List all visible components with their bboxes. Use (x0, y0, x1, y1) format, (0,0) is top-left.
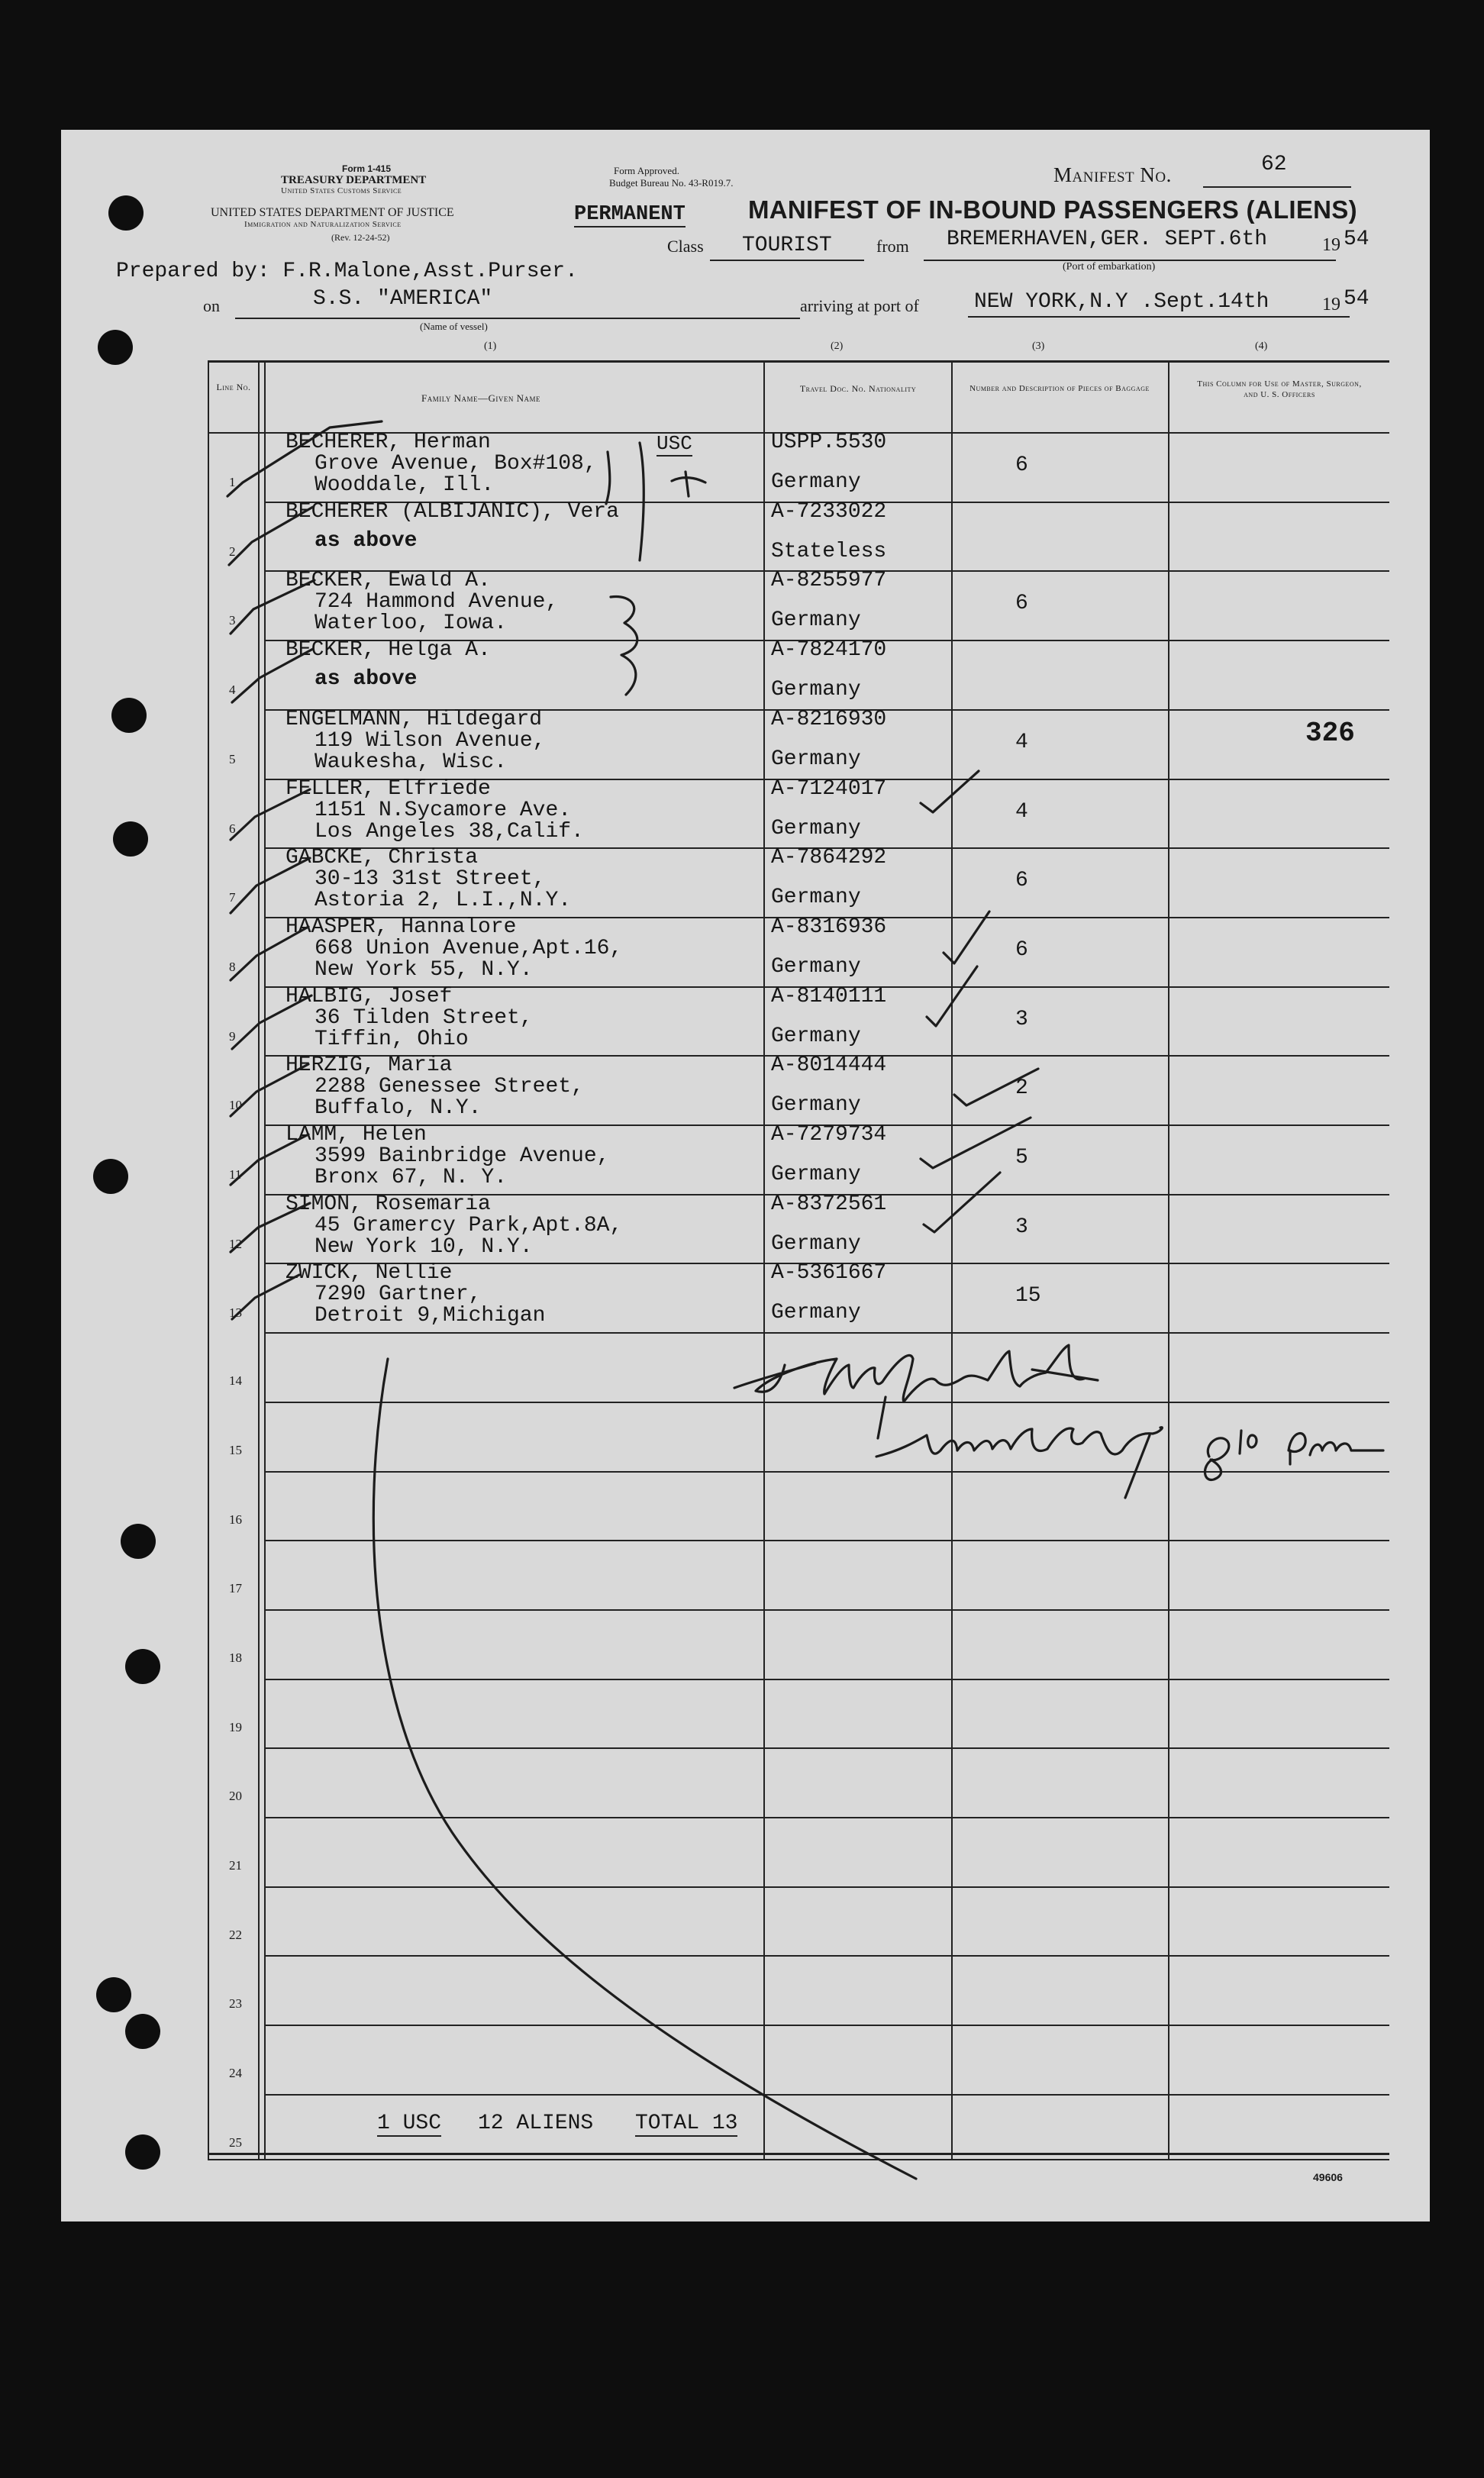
line-number: 1 (229, 475, 236, 489)
line-number: 6 (229, 821, 236, 836)
col-num-2: (2) (831, 340, 844, 352)
header-line-no: Line No. (216, 382, 251, 392)
line-number: 25 (229, 2135, 242, 2150)
punch-hole (93, 1159, 128, 1194)
vessel-caption: (Name of vessel) (420, 321, 488, 332)
treasury-department: TREASURY DEPARTMENT (281, 174, 427, 186)
line-number: 19 (229, 1720, 242, 1734)
passenger-address-line2: New York 10, N.Y. (315, 1235, 533, 1259)
baggage-count: 15 (1015, 1284, 1041, 1308)
passenger-name: LAMM, Helen (286, 1123, 427, 1147)
passenger-address-line1: 7290 Gartner, (315, 1283, 482, 1306)
punch-hole (125, 1649, 160, 1684)
nationality: Germany (771, 678, 861, 702)
baggage-count: 6 (1015, 453, 1028, 477)
line-number: 14 (229, 1373, 242, 1388)
nationality: Germany (771, 1024, 861, 1048)
travel-doc-number: A-7864292 (771, 846, 887, 870)
punch-hole (113, 821, 148, 857)
total-usc: 1 USC (377, 2112, 442, 2135)
form-number: Form 1-415 (342, 163, 392, 174)
embarkation-year-prefix: 19 (1322, 235, 1340, 255)
form-footer-number: 49606 (1313, 2171, 1343, 2183)
nationality: Germany (771, 470, 861, 494)
nationality: Germany (771, 1093, 861, 1117)
page-title: MANIFEST OF IN-BOUND PASSENGERS (ALIENS) (748, 195, 1357, 224)
passenger-address-line1: 36 Tilden Street, (315, 1006, 533, 1030)
on-label: on (203, 296, 220, 315)
manifest-number: 62 (1261, 153, 1287, 176)
punch-hole (125, 2134, 160, 2170)
line-number: 9 (229, 1029, 236, 1044)
line-number: 3 (229, 613, 236, 628)
punch-hole (121, 1524, 156, 1559)
header-name: Family Name—Given Name (421, 392, 540, 404)
nationality: Stateless (771, 540, 887, 563)
line-number: 23 (229, 1996, 242, 2011)
nationality: Germany (771, 1301, 861, 1325)
nationality: Germany (771, 817, 861, 841)
passenger-address-line2: Buffalo, N.Y. (315, 1096, 482, 1120)
passenger-address-line2: Tiffin, Ohio (315, 1028, 469, 1051)
travel-doc-number: A-8216930 (771, 708, 887, 731)
passenger-address-line1: 2288 Genessee Street, (315, 1075, 584, 1099)
punch-hole (108, 195, 144, 231)
line-number: 22 (229, 1928, 242, 1942)
total-aliens: 12 ALIENS (478, 2112, 594, 2135)
passenger-address-line2: Astoria 2, L.I.,N.Y. (315, 889, 572, 912)
passenger-name: ENGELMANN, Hildegard (286, 708, 543, 731)
line-number: 12 (229, 1237, 242, 1251)
travel-doc-number: A-8316936 (771, 915, 887, 939)
manifest-number-label: Manifest No. (1053, 163, 1172, 186)
passenger-name: BECHERER (ALBIJANIC), Vera (286, 500, 619, 524)
passenger-address-line2: Waterloo, Iowa. (315, 611, 508, 635)
baggage-count: 6 (1015, 938, 1028, 962)
passenger-address-line1: 30-13 31st Street, (315, 867, 546, 891)
header-baggage: Number and Description of Pieces of Baggage (969, 384, 1150, 393)
passenger-address-line2: Detroit 9,Michigan (315, 1304, 546, 1328)
form-approved: Form Approved. (614, 165, 679, 176)
nationality: Germany (771, 608, 861, 632)
line-number: 18 (229, 1650, 242, 1665)
passenger-address-line2: Waukesha, Wisc. (315, 750, 508, 774)
baggage-count: 3 (1015, 1215, 1028, 1239)
from-label: from (876, 237, 909, 256)
line-number: 7 (229, 890, 236, 905)
line-number: 24 (229, 2066, 242, 2080)
travel-doc-number: A-7124017 (771, 777, 887, 801)
arrival-year-prefix: 19 (1322, 295, 1340, 315)
nationality: Germany (771, 886, 861, 909)
manifest-sheet (61, 130, 1430, 2221)
permanent-stamp: PERMANENT (574, 203, 686, 226)
usc-annotation: USC (657, 432, 692, 455)
punch-hole (96, 1977, 131, 2012)
passenger-name: FELLER, Elfriede (286, 777, 491, 801)
passenger-address-line2: New York 55, N.Y. (315, 958, 533, 982)
punch-hole (111, 698, 147, 733)
passenger-address-line1: 1151 N.Sycamore Ave. (315, 799, 572, 822)
nationality: Germany (771, 1232, 861, 1256)
line-number: 5 (229, 752, 236, 766)
arriving-label: arriving at port of (800, 296, 919, 315)
line-number: 20 (229, 1789, 242, 1803)
nationality: Germany (771, 955, 861, 979)
passenger-address-line1: Grove Avenue, Box#108, (315, 452, 597, 476)
passenger-name: BECKER, Helga A. (286, 638, 491, 662)
travel-doc-number: A-8014444 (771, 1053, 887, 1077)
passenger-address-line1: 119 Wilson Avenue, (315, 729, 546, 753)
form-revision: (Rev. 12-24-52) (331, 232, 390, 243)
line-number: 4 (229, 682, 236, 697)
class-value: TOURIST (742, 234, 832, 257)
travel-doc-number: USPP.5530 (771, 431, 887, 454)
line-number: 11 (229, 1167, 242, 1182)
passenger-address-line1: as above (315, 667, 418, 691)
col-num-4: (4) (1255, 340, 1268, 352)
baggage-count: 4 (1015, 731, 1028, 754)
arrival-year: 54 (1344, 287, 1369, 311)
travel-doc-number: A-8372561 (771, 1192, 887, 1216)
embarkation-port: BREMERHAVEN,GER. SEPT.6th (947, 227, 1268, 251)
travel-doc-number: A-5361667 (771, 1261, 887, 1285)
baggage-count: 6 (1015, 869, 1028, 892)
col-num-1: (1) (484, 340, 497, 352)
line-number: 16 (229, 1512, 242, 1527)
passenger-address-line2: Los Angeles 38,Calif. (315, 820, 584, 844)
travel-doc-number: A-7824170 (771, 638, 887, 662)
passenger-name: HERZIG, Maria (286, 1053, 453, 1077)
passenger-name: BECHERER, Herman (286, 431, 491, 454)
line-number: 8 (229, 960, 236, 974)
header-doc: Travel Doc. No. Nationality (799, 383, 917, 394)
punch-hole (125, 2014, 160, 2049)
passenger-address-line2: Wooddale, Ill. (315, 473, 495, 497)
line-number: 17 (229, 1581, 242, 1596)
col-num-3: (3) (1032, 340, 1045, 352)
baggage-count: 3 (1015, 1008, 1028, 1031)
baggage-count: 5 (1015, 1146, 1028, 1170)
passenger-address-line1: as above (315, 529, 418, 553)
passenger-address-line2: Bronx 67, N. Y. (315, 1166, 508, 1189)
baggage-count: 2 (1015, 1076, 1028, 1100)
passenger-address-line1: 45 Gramercy Park,Apt.8A, (315, 1214, 623, 1237)
budget-bureau: Budget Bureau No. 43-R019.7. (609, 177, 734, 189)
embarkation-year: 54 (1344, 227, 1369, 251)
vessel-name: S.S. "AMERICA" (313, 287, 493, 311)
ins-service: Immigration and Naturalization Service (244, 220, 402, 229)
arrival-port: NEW YORK,N.Y .Sept.14th (974, 290, 1269, 314)
passenger-name: BECKER, Ewald A. (286, 569, 491, 592)
passenger-name: HALBIG, Josef (286, 985, 453, 1008)
header-officers: This Column for Use of Master, Surgeon, and U. S. Officers (1197, 379, 1362, 399)
nationality: Germany (771, 747, 861, 771)
line-number: 21 (229, 1858, 242, 1873)
passenger-name: GABCKE, Christa (286, 846, 479, 870)
line-number: 10 (229, 1098, 242, 1112)
passenger-name: ZWICK, Nellie (286, 1261, 453, 1285)
port-embark-caption: (Port of embarkation) (1063, 261, 1156, 273)
line-number: 15 (229, 1443, 242, 1457)
officer-number: 326 (1305, 718, 1355, 749)
baggage-count: 4 (1015, 800, 1028, 824)
justice-department: UNITED STATES DEPARTMENT OF JUSTICE (211, 206, 454, 219)
class-label: Class (667, 237, 704, 256)
travel-doc-number: A-8140111 (771, 985, 887, 1008)
travel-doc-number: A-7279734 (771, 1123, 887, 1147)
passenger-address-line1: 724 Hammond Avenue, (315, 590, 559, 614)
line-number: 13 (229, 1305, 242, 1320)
passenger-name: HAASPER, Hannalore (286, 915, 517, 939)
line-number: 2 (229, 544, 236, 559)
customs-service: United States Customs Service (281, 186, 402, 195)
punch-hole (98, 330, 133, 365)
passenger-address-line1: 668 Union Avenue,Apt.16, (315, 937, 623, 960)
total-count: TOTAL 13 (635, 2112, 738, 2135)
travel-doc-number: A-8255977 (771, 569, 887, 592)
nationality: Germany (771, 1163, 861, 1186)
travel-doc-number: A-7233022 (771, 500, 887, 524)
prepared-by: Prepared by: F.R.Malone,Asst.Purser. (116, 260, 578, 283)
passenger-address-line1: 3599 Bainbridge Avenue, (315, 1144, 610, 1168)
passenger-name: SIMON, Rosemaria (286, 1192, 491, 1216)
baggage-count: 6 (1015, 592, 1028, 615)
